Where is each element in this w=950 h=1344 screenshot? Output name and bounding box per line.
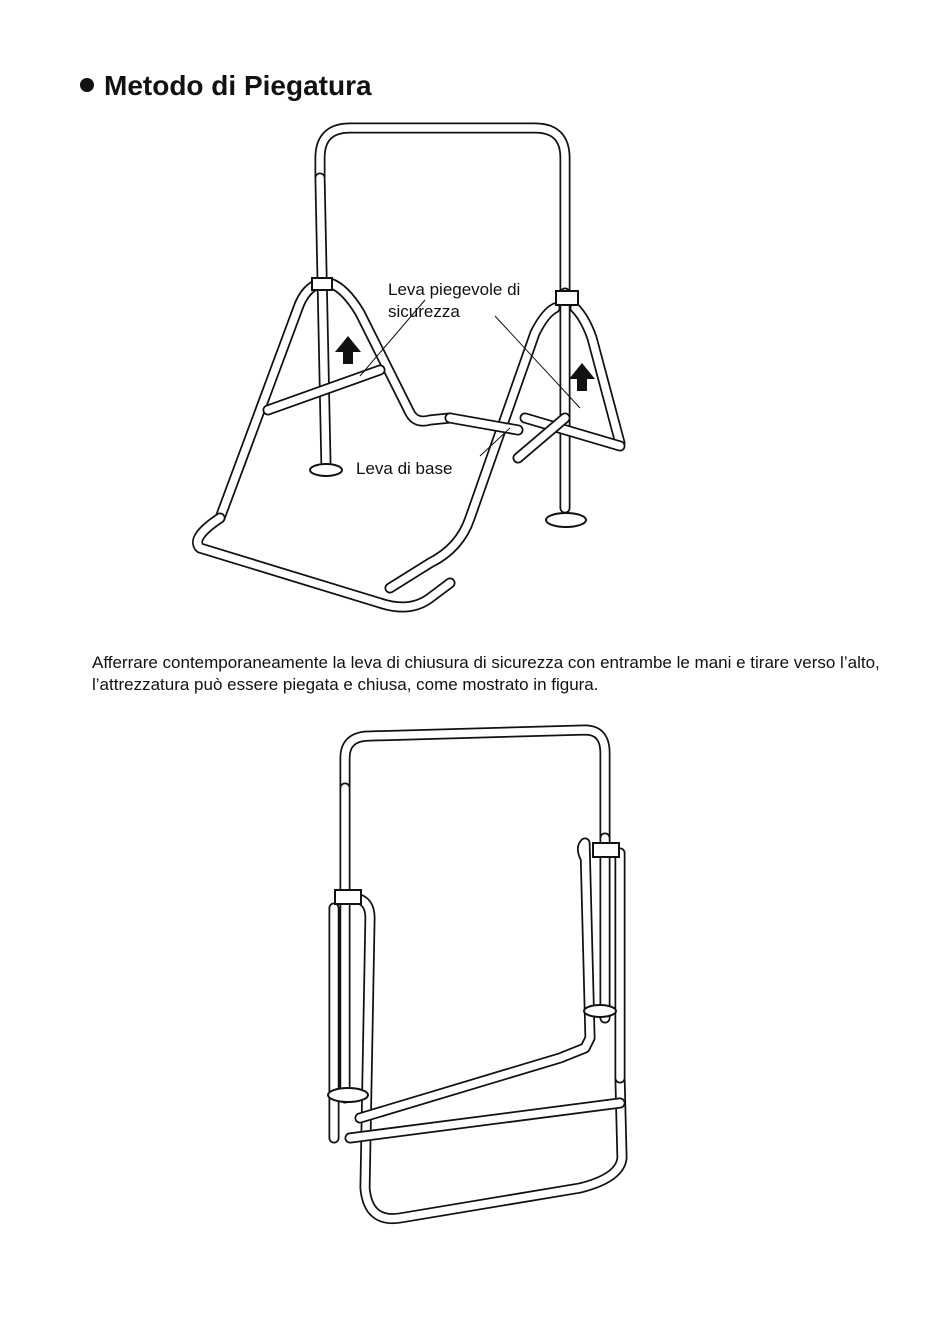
- right-foot-pad: [546, 513, 586, 527]
- arrow-up-icon: [569, 363, 595, 391]
- unfolded-bar-illustration: [180, 118, 640, 638]
- left-clamp: [312, 278, 332, 290]
- page-title: [80, 70, 372, 102]
- callout-base-lever: Leva di base: [356, 459, 453, 478]
- folded-left-clamp: [335, 890, 361, 904]
- page-title-text: Metodo di Piegatura: [104, 70, 372, 101]
- bullet-icon: [80, 78, 94, 92]
- folded-left-foot: [328, 1088, 368, 1102]
- folded-frame: [334, 730, 622, 1219]
- left-foot-pad: [310, 464, 342, 476]
- folded-right-foot: [584, 1005, 616, 1017]
- folded-right-clamp: [593, 843, 619, 857]
- folded-bar-illustration: [300, 718, 660, 1258]
- unfolded-frame: [198, 128, 621, 607]
- right-clamp: [556, 291, 578, 305]
- instruction-paragraph: Afferrare contemporaneamente la leva di chiusura di sicurezza con entrambe le mani e tirare verso l’alto, l’attrezzatura può essere piegata e chiusa, come mostrato in figura.: [92, 653, 880, 694]
- callout-safety-lever: Leva piegevole di sicurezza: [388, 280, 521, 321]
- arrow-up-icon: [335, 336, 361, 364]
